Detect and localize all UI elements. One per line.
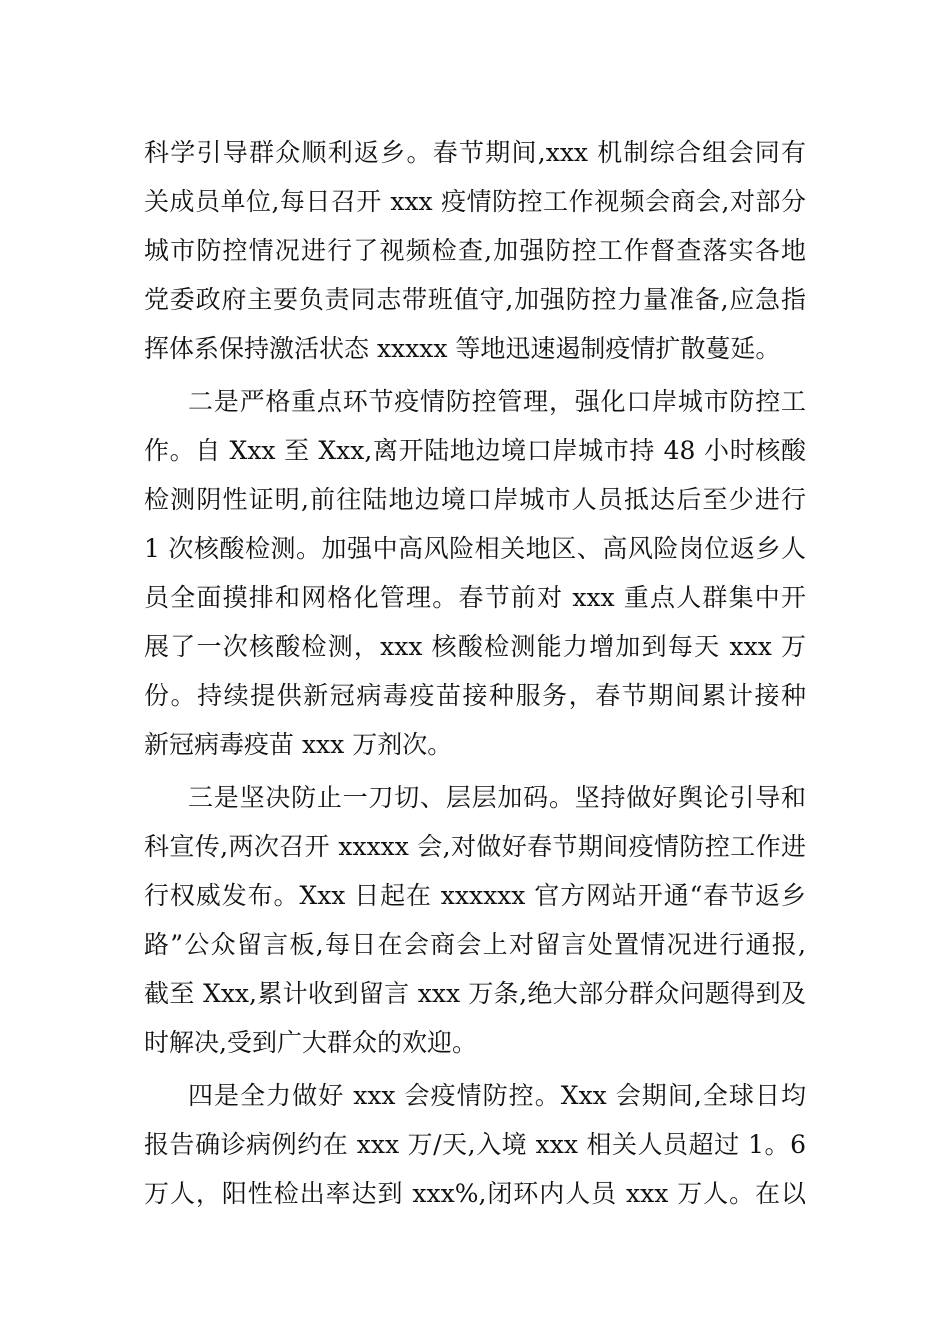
text-line: 时解决,受到广大群众的欢迎。 (144, 1028, 477, 1057)
text-line: 作。自 Xxx 至 Xxx,离开陆地边境口岸城市持 48 小时核酸 (144, 436, 806, 465)
text-line: 新冠病毒疫苗 xxx 万剂次。 (144, 730, 453, 759)
text-line: 行权威发布。Xxx 日起在 xxxxxx 官方网站开通“春节返乡 (144, 881, 806, 910)
text-line: 科学引导群众顺利返乡。春节期间,xxx 机制综合组会同有 (144, 138, 806, 167)
text-line: 四是全力做好 xxx 会疫情防控。Xxx 会期间,全球日均 (188, 1081, 806, 1110)
text-line: 1 次核酸检测。加强中高风险相关地区、高风险岗位返乡人 (144, 534, 806, 563)
text-line: 检测阴性证明,前往陆地边境口岸城市人员抵达后至少进行 (144, 485, 806, 514)
text-line: 三是坚决防止一刀切、层层加码。坚持做好舆论引导和 (188, 783, 806, 812)
text-line: 挥体系保持激活状态 xxxxx 等地迅速遏制疫情扩散蔓延。 (144, 334, 781, 363)
text-line: 二是严格重点环节疫情防控管理，强化口岸城市防控工 (188, 387, 806, 416)
text-line: 报告确诊病例约在 xxx 万/天,入境 xxx 相关人员超过 1。6 (144, 1130, 806, 1159)
text-line: 截至 Xxx,累计收到留言 xxx 万条,绝大部分群众问题得到及 (144, 979, 806, 1008)
text-line: 员全面摸排和网格化管理。春节前对 xxx 重点人群集中开 (144, 583, 806, 612)
document-body (144, 128, 806, 1222)
paragraph-3 (144, 773, 806, 1067)
text-line: 关成员单位,每日召开 xxx 疫情防控工作视频会商会,对部分 (144, 187, 806, 216)
paragraph-2 (144, 377, 806, 769)
text-line: 科宣传,两次召开 xxxxx 会,对做好春节期间疫情防控工作进 (144, 832, 806, 861)
paragraph-4 (144, 1071, 806, 1218)
text-line: 份。持续提供新冠病毒疫苗接种服务，春节期间累计接种 (144, 681, 806, 710)
text-line: 城市防控情况进行了视频检查,加强防控工作督查落实各地 (144, 236, 806, 265)
text-line: 路”公众留言板,每日在会商会上对留言处置情况进行通报, (144, 930, 806, 959)
paragraph-1 (144, 128, 806, 373)
text-line: 展了一次核酸检测，xxx 核酸检测能力增加到每天 xxx 万 (144, 632, 806, 661)
text-line: 万人，阳性检出率达到 xxx%,闭环内人员 xxx 万人。在以 (144, 1179, 806, 1208)
text-line: 党委政府主要负责同志带班值守,加强防控力量准备,应急指 (144, 285, 806, 314)
